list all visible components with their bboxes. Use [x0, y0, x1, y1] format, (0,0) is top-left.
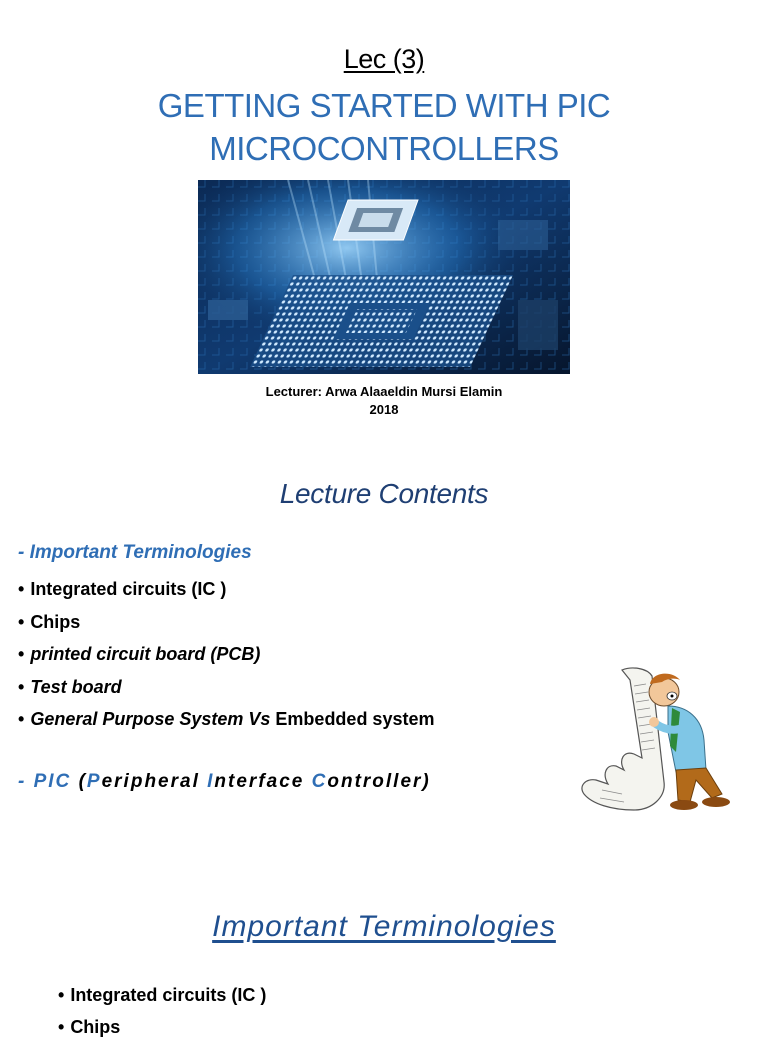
list-item: [58, 1015, 266, 1047]
pic-abbrev: PIC: [33, 771, 72, 792]
list-item: [18, 610, 434, 643]
lecturer-info: [0, 383, 768, 419]
lecture-year: 2018: [369, 402, 399, 417]
list-item: [18, 642, 434, 675]
list-item: [18, 577, 434, 610]
contents-bullet-list: [18, 577, 434, 740]
bullet-glyph: •: [18, 709, 25, 729]
bullet-glyph: •: [58, 1017, 65, 1037]
lecture-number: Lec (3): [343, 44, 425, 74]
list-item-text: printed circuit board (PCB): [30, 644, 261, 664]
list-item-text: Integrated circuits (IC ): [70, 985, 267, 1005]
list-item: [58, 983, 266, 1015]
bullet-glyph: •: [18, 611, 25, 632]
pic-letter-c: C: [311, 771, 328, 792]
lecturer-name: Lecturer: Arwa Alaaeldin Mursi Elamin: [265, 384, 503, 399]
slide-title: [0, 84, 768, 170]
list-item: [18, 707, 434, 740]
list-item-text: Test board: [30, 676, 122, 697]
lecture-contents-title: Lecture Contents: [279, 478, 489, 509]
important-terminologies-title: Important Terminologies: [212, 910, 556, 943]
slide-title-line1: GETTING STARTED WITH PIC: [157, 87, 611, 124]
list-item-text: Chips: [30, 611, 81, 632]
list-item-text-rest: Embedded system: [270, 709, 435, 729]
pic-dash: -: [18, 771, 34, 792]
pic-word-controller: ontroller): [327, 771, 431, 792]
terminologies-bullet-list: [58, 983, 266, 1047]
section-important-terminologies: - Important Terminologies: [18, 542, 252, 563]
pic-letter-i: I: [207, 771, 215, 792]
circuit-chip-image: [198, 180, 570, 374]
list-item-text: Chips: [70, 1017, 121, 1037]
slide-title-line2: MICROCONTROLLERS: [209, 130, 559, 167]
list-item-text: General Purpose System Vs: [30, 709, 271, 729]
bullet-glyph: •: [18, 676, 25, 697]
pic-open: (: [71, 771, 87, 792]
pic-letter-p: P: [86, 771, 102, 792]
pic-word-interface: nterface: [214, 771, 312, 792]
pic-definition: [18, 771, 431, 793]
pic-word-peripheral: eripheral: [101, 771, 208, 792]
man-reading-scroll-icon: [572, 662, 750, 822]
bullet-glyph: •: [58, 985, 65, 1005]
list-item-text: Integrated circuits (IC ): [30, 579, 227, 599]
list-item: [18, 675, 434, 708]
bullet-glyph: •: [18, 579, 25, 599]
bullet-glyph: •: [18, 644, 25, 664]
